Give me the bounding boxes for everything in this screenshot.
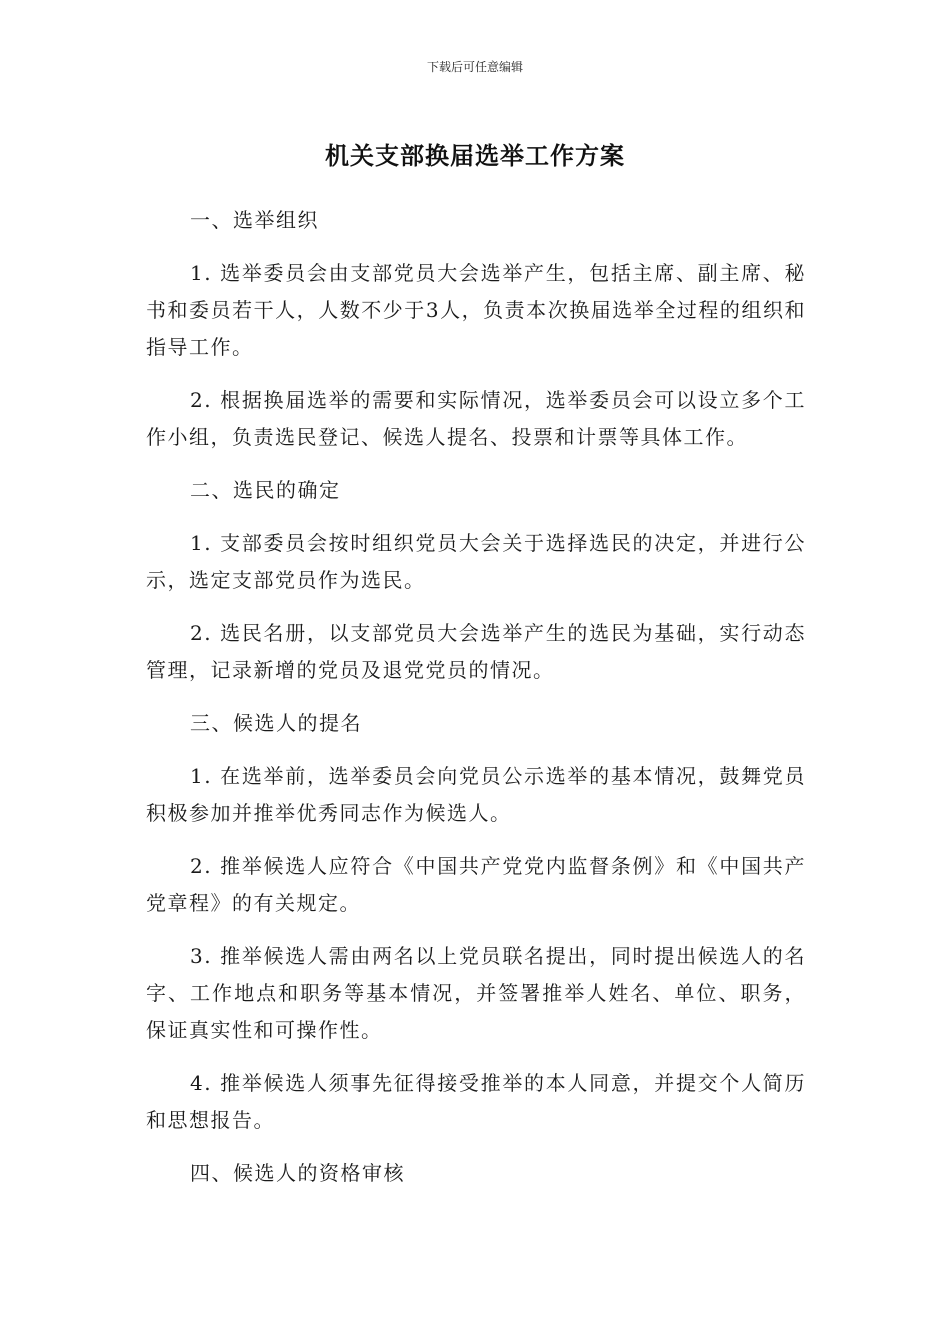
document-title: 机关支部换届选举工作方案 [325, 142, 625, 170]
paragraph: 2. 推举候选人应符合《中国共产党党内监督条例》和《中国共产党章程》的有关规定。 [146, 854, 806, 915]
header-note: 下载后可任意编辑 [426, 60, 523, 74]
paragraph: 4. 推举候选人须事先征得接受推举的本人同意，并提交个人简历和思想报告。 [146, 1071, 806, 1132]
paragraph: 2. 根据换届选举的需要和实际情况，选举委员会可以设立多个工作小组，负责选民登记、候选人提名、投票和计票等具体工作。 [146, 388, 806, 449]
paragraph: 2. 选民名册，以支部党员大会选举产生的选民为基础，实行动态管理，记录新增的党员及退党党员的情况。 [146, 621, 806, 682]
document-body [146, 202, 806, 1208]
paragraph: 1. 选举委员会由支部党员大会选举产生，包括主席、副主席、秘书和委员若干人，人数不少于3人，负责本次换届选举全过程的组织和指导工作。 [146, 261, 806, 359]
paragraph: 1. 支部委员会按时组织党员大会关于选择选民的决定，并进行公示，选定支部党员作为选民。 [146, 531, 806, 592]
paragraph: 1. 在选举前，选举委员会向党员公示选举的基本情况，鼓舞党员积极参加并推举优秀同志作为候选人。 [146, 764, 806, 825]
section-heading: 一、选举组织 [190, 208, 319, 232]
paragraph: 3. 推举候选人需由两名以上党员联名提出，同时提出候选人的名字、工作地点和职务等基本情况，并签署推举人姓名、单位、职务，保证真实性和可操作性。 [146, 944, 806, 1042]
section-heading: 四、候选人的资格审核 [190, 1161, 405, 1185]
section-heading: 二、选民的确定 [190, 478, 341, 502]
section-heading: 三、候选人的提名 [190, 711, 362, 735]
